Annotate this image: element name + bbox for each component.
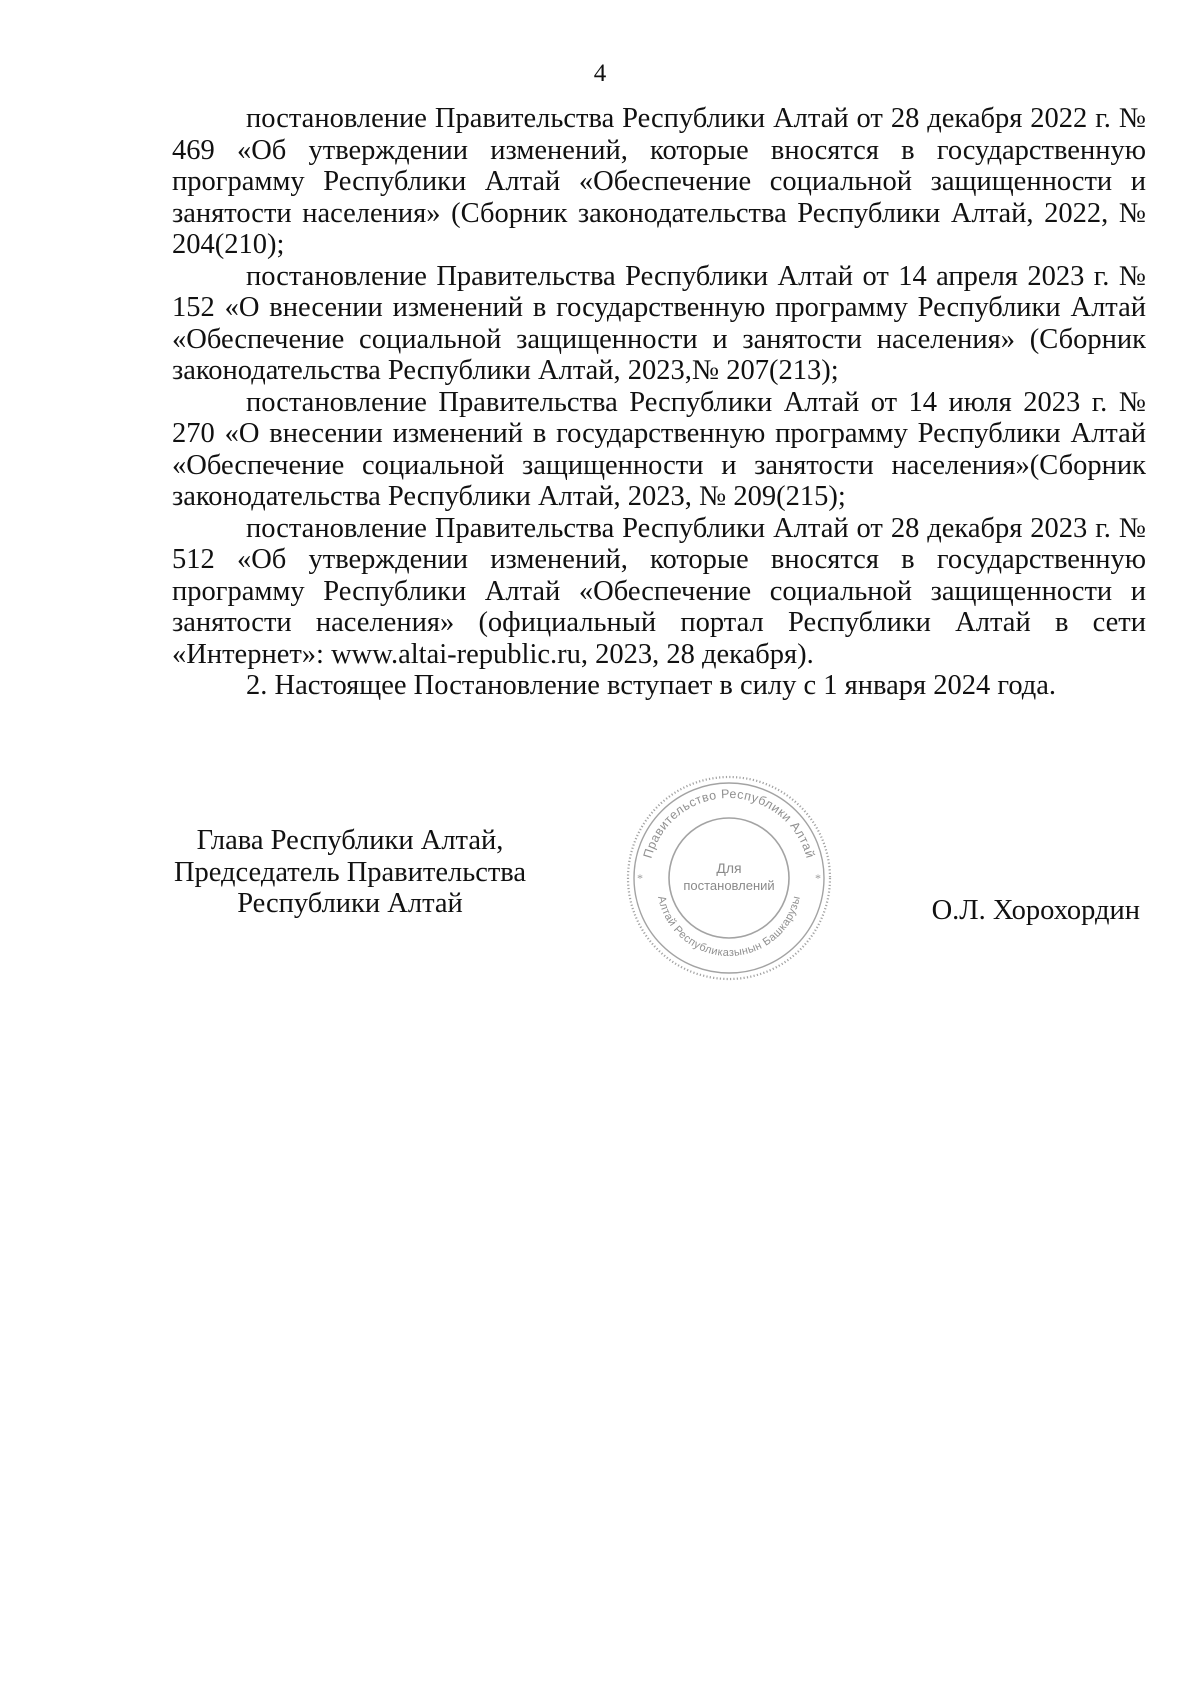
seal-center-line1: Для xyxy=(716,860,742,876)
seal-outer-text-bottom: Алтай Республиказынын Башкарузы xyxy=(655,894,803,960)
signatory-title-line: Республики Алтай xyxy=(237,888,463,919)
page-number: 4 xyxy=(593,60,607,87)
paragraph-resolution-270: постановление Правительства Республики Алтай от 14 июля 2023 г. № 270 «О внесении изменений в государственную программу Республики Алтай «Обеспечение социальной защищенности и занятости населения»(Сборник законодательства Республики Алтай, 2023, № 209(215); xyxy=(172,386,1146,512)
seal-star-left: * xyxy=(637,871,643,885)
paragraph-resolution-469: постановление Правительства Республики Алтай от 28 декабря 2022 г. № 469 «Об утверждении изменений, которые вносятся в государственную программу Республики Алтай «Обеспечение социальной защищенности и занятости населения» (Сборник законодательства Республики Алтай, 2022, № 204(210); xyxy=(172,103,1146,260)
official-seal-stamp xyxy=(623,772,835,984)
paragraph-effective-date: 2. Настоящее Постановление вступает в силу с 1 января 2024 года. xyxy=(246,670,1057,701)
seal-star-right: * xyxy=(815,871,821,885)
signatory-name: О.Л. Хорохордин xyxy=(931,895,1140,926)
signatory-title xyxy=(150,825,550,920)
seal-center-line2: постановлений xyxy=(683,878,775,893)
seal-outer-text: Правительство Республики Алтай xyxy=(640,786,818,860)
svg-text:Алтай Республиказынын Башкаруз xyxy=(655,895,803,959)
paragraph-resolution-152: постановление Правительства Республики Алтай от 14 апреля 2023 г. № 152 «О внесении изменений в государственную программу Республики Алтай «Обеспечение социальной защищенности и занятости населения» (Сборник законодательства Республики Алтай, 2023,№ 207(213); xyxy=(172,260,1146,386)
document-body xyxy=(172,103,1146,702)
paragraph-resolution-512: постановление Правительства Республики Алтай от 28 декабря 2023 г. № 512 «Об утверждении изменений, которые вносятся в государственную программу Республики Алтай «Обеспечение социальной защищенности и занятости населения» (официальный портал Республики Алтай в сети «Интернет»: www.altai-republic.ru, 2023, 28 декабря). xyxy=(172,512,1146,670)
signatory-title-line: Глава Республики Алтай, xyxy=(196,825,504,856)
signatory-title-line: Председатель Правительства xyxy=(173,856,527,888)
